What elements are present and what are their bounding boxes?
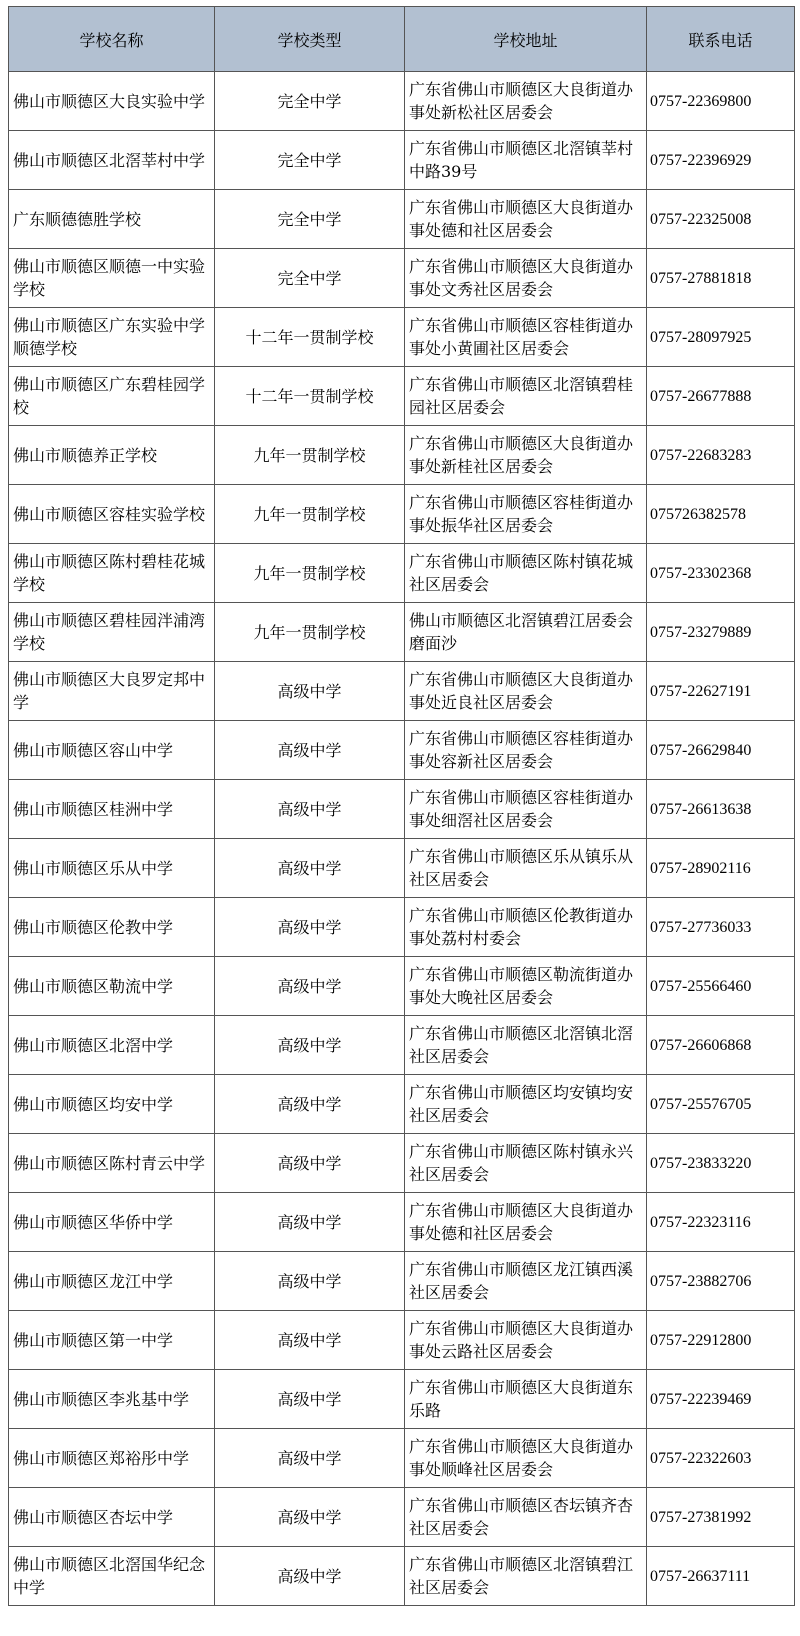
- school-address-cell: 广东省佛山市顺德区北滘镇碧江社区居委会: [405, 1547, 647, 1606]
- school-name-cell: 佛山市顺德区华侨中学: [9, 1193, 215, 1252]
- phone-cell: 0757-26629840: [647, 721, 795, 780]
- school-type-cell: 高级中学: [215, 1370, 405, 1429]
- phone-cell: 0757-26677888: [647, 367, 795, 426]
- table-row: [9, 131, 795, 190]
- phone-cell: 0757-23833220: [647, 1134, 795, 1193]
- phone-cell: 0757-22369800: [647, 72, 795, 131]
- school-name-cell: 佛山市顺德区北滘莘村中学: [9, 131, 215, 190]
- school-address-cell: 广东省佛山市顺德区北滘镇莘村中路39号: [405, 131, 647, 190]
- school-name-cell: 佛山市顺德区陈村碧桂花城学校: [9, 544, 215, 603]
- phone-cell: 0757-22627191: [647, 662, 795, 721]
- school-address-cell: 广东省佛山市顺德区大良街道办事处德和社区居委会: [405, 190, 647, 249]
- phone-cell: 0757-22239469: [647, 1370, 795, 1429]
- school-address-cell: 广东省佛山市顺德区大良街道东乐路: [405, 1370, 647, 1429]
- school-type-cell: 完全中学: [215, 249, 405, 308]
- table-row: [9, 1370, 795, 1429]
- table-row: [9, 603, 795, 662]
- table-row: [9, 367, 795, 426]
- school-name-cell: 佛山市顺德区第一中学: [9, 1311, 215, 1370]
- school-type-cell: 十二年一贯制学校: [215, 308, 405, 367]
- phone-cell: 0757-27381992: [647, 1488, 795, 1547]
- phone-cell: 0757-22683283: [647, 426, 795, 485]
- school-name-cell: 广东顺德德胜学校: [9, 190, 215, 249]
- table-row: [9, 1016, 795, 1075]
- school-table: [8, 6, 795, 1606]
- phone-cell: 0757-28097925: [647, 308, 795, 367]
- table-row: [9, 662, 795, 721]
- school-name-cell: 佛山市顺德区广东实验中学顺德学校: [9, 308, 215, 367]
- school-type-cell: 高级中学: [215, 721, 405, 780]
- table-row: [9, 780, 795, 839]
- school-name-cell: 佛山市顺德区北滘国华纪念中学: [9, 1547, 215, 1606]
- school-address-cell: 广东省佛山市顺德区大良街道办事处新桂社区居委会: [405, 426, 647, 485]
- table-row: [9, 898, 795, 957]
- phone-cell: 0757-26606868: [647, 1016, 795, 1075]
- school-name-cell: 佛山市顺德区郑裕彤中学: [9, 1429, 215, 1488]
- school-address-cell: 广东省佛山市顺德区北滘镇北滘社区居委会: [405, 1016, 647, 1075]
- school-address-cell: 广东省佛山市顺德区大良街道办事处新松社区居委会: [405, 72, 647, 131]
- school-address-cell: 广东省佛山市顺德区大良街道办事处顺峰社区居委会: [405, 1429, 647, 1488]
- school-type-cell: 高级中学: [215, 662, 405, 721]
- school-name-cell: 佛山市顺德区广东碧桂园学校: [9, 367, 215, 426]
- table-row: [9, 249, 795, 308]
- school-type-cell: 九年一贯制学校: [215, 603, 405, 662]
- school-name-cell: 佛山市顺德区乐从中学: [9, 839, 215, 898]
- header-row: [9, 7, 795, 72]
- phone-cell: 0757-26637111: [647, 1547, 795, 1606]
- phone-cell: 075726382578: [647, 485, 795, 544]
- school-address-cell: 佛山市顺德区北滘镇碧江居委会磨面沙: [405, 603, 647, 662]
- school-name-cell: 佛山市顺德区陈村青云中学: [9, 1134, 215, 1193]
- phone-cell: 0757-22323116: [647, 1193, 795, 1252]
- phone-cell: 0757-23279889: [647, 603, 795, 662]
- school-type-cell: 九年一贯制学校: [215, 426, 405, 485]
- school-type-cell: 高级中学: [215, 1547, 405, 1606]
- header-school-name: 学校名称: [9, 7, 215, 72]
- school-address-cell: 广东省佛山市顺德区大良街道办事处德和社区居委会: [405, 1193, 647, 1252]
- school-type-cell: 高级中学: [215, 898, 405, 957]
- phone-cell: 0757-22912800: [647, 1311, 795, 1370]
- table-row: [9, 1252, 795, 1311]
- school-name-cell: 佛山市顺德区大良罗定邦中学: [9, 662, 215, 721]
- school-address-cell: 广东省佛山市顺德区容桂街道办事处小黄圃社区居委会: [405, 308, 647, 367]
- phone-cell: 0757-22322603: [647, 1429, 795, 1488]
- school-name-cell: 佛山市顺德区碧桂园泮浦湾学校: [9, 603, 215, 662]
- header-school-address: 学校地址: [405, 7, 647, 72]
- school-type-cell: 高级中学: [215, 957, 405, 1016]
- table-row: [9, 485, 795, 544]
- school-name-cell: 佛山市顺德区北滘中学: [9, 1016, 215, 1075]
- school-address-cell: 广东省佛山市顺德区伦教街道办事处荔村村委会: [405, 898, 647, 957]
- phone-cell: 0757-27736033: [647, 898, 795, 957]
- school-name-cell: 佛山市顺德养正学校: [9, 426, 215, 485]
- table-row: [9, 544, 795, 603]
- phone-cell: 0757-25576705: [647, 1075, 795, 1134]
- table-row: [9, 1429, 795, 1488]
- school-address-cell: 广东省佛山市顺德区陈村镇花城社区居委会: [405, 544, 647, 603]
- school-name-cell: 佛山市顺德区勒流中学: [9, 957, 215, 1016]
- table-row: [9, 72, 795, 131]
- table-row: [9, 1488, 795, 1547]
- school-name-cell: 佛山市顺德区伦教中学: [9, 898, 215, 957]
- school-type-cell: 高级中学: [215, 1134, 405, 1193]
- phone-cell: 0757-27881818: [647, 249, 795, 308]
- school-address-cell: 广东省佛山市顺德区大良街道办事处云路社区居委会: [405, 1311, 647, 1370]
- school-type-cell: 十二年一贯制学校: [215, 367, 405, 426]
- school-type-cell: 完全中学: [215, 72, 405, 131]
- school-name-cell: 佛山市顺德区大良实验中学: [9, 72, 215, 131]
- school-address-cell: 广东省佛山市顺德区大良街道办事处近良社区居委会: [405, 662, 647, 721]
- school-address-cell: 广东省佛山市顺德区容桂街道办事处容新社区居委会: [405, 721, 647, 780]
- school-type-cell: 高级中学: [215, 1488, 405, 1547]
- school-name-cell: 佛山市顺德区均安中学: [9, 1075, 215, 1134]
- phone-cell: 0757-22396929: [647, 131, 795, 190]
- school-name-cell: 佛山市顺德区李兆基中学: [9, 1370, 215, 1429]
- school-address-cell: 广东省佛山市顺德区龙江镇西溪社区居委会: [405, 1252, 647, 1311]
- school-address-cell: 广东省佛山市顺德区乐从镇乐从社区居委会: [405, 839, 647, 898]
- school-type-cell: 高级中学: [215, 780, 405, 839]
- table-row: [9, 1134, 795, 1193]
- table-row: [9, 1311, 795, 1370]
- table-row: [9, 426, 795, 485]
- table-row: [9, 1193, 795, 1252]
- school-type-cell: 高级中学: [215, 1016, 405, 1075]
- school-name-cell: 佛山市顺德区容山中学: [9, 721, 215, 780]
- school-name-cell: 佛山市顺德区杏坛中学: [9, 1488, 215, 1547]
- school-address-cell: 广东省佛山市顺德区北滘镇碧桂园社区居委会: [405, 367, 647, 426]
- table-row: [9, 308, 795, 367]
- school-type-cell: 高级中学: [215, 1252, 405, 1311]
- phone-cell: 0757-28902116: [647, 839, 795, 898]
- school-address-cell: 广东省佛山市顺德区大良街道办事处文秀社区居委会: [405, 249, 647, 308]
- table-row: [9, 721, 795, 780]
- table-row: [9, 1075, 795, 1134]
- school-address-cell: 广东省佛山市顺德区均安镇均安社区居委会: [405, 1075, 647, 1134]
- school-name-cell: 佛山市顺德区容桂实验学校: [9, 485, 215, 544]
- school-type-cell: 完全中学: [215, 190, 405, 249]
- school-type-cell: 高级中学: [215, 1429, 405, 1488]
- school-name-cell: 佛山市顺德区桂洲中学: [9, 780, 215, 839]
- school-address-cell: 广东省佛山市顺德区勒流街道办事处大晚社区居委会: [405, 957, 647, 1016]
- school-type-cell: 高级中学: [215, 839, 405, 898]
- school-type-cell: 高级中学: [215, 1311, 405, 1370]
- table-row: [9, 957, 795, 1016]
- phone-cell: 0757-25566460: [647, 957, 795, 1016]
- school-type-cell: 高级中学: [215, 1193, 405, 1252]
- phone-cell: 0757-23882706: [647, 1252, 795, 1311]
- school-type-cell: 九年一贯制学校: [215, 485, 405, 544]
- school-address-cell: 广东省佛山市顺德区杏坛镇齐杏社区居委会: [405, 1488, 647, 1547]
- phone-cell: 0757-26613638: [647, 780, 795, 839]
- table-row: [9, 190, 795, 249]
- school-address-cell: 广东省佛山市顺德区陈村镇永兴社区居委会: [405, 1134, 647, 1193]
- school-address-cell: 广东省佛山市顺德区容桂街道办事处细滘社区居委会: [405, 780, 647, 839]
- header-phone: 联系电话: [647, 7, 795, 72]
- school-type-cell: 完全中学: [215, 131, 405, 190]
- school-name-cell: 佛山市顺德区龙江中学: [9, 1252, 215, 1311]
- table-row: [9, 1547, 795, 1606]
- school-name-cell: 佛山市顺德区顺德一中实验学校: [9, 249, 215, 308]
- table-row: [9, 839, 795, 898]
- school-address-cell: 广东省佛山市顺德区容桂街道办事处振华社区居委会: [405, 485, 647, 544]
- phone-cell: 0757-22325008: [647, 190, 795, 249]
- school-type-cell: 九年一贯制学校: [215, 544, 405, 603]
- phone-cell: 0757-23302368: [647, 544, 795, 603]
- school-type-cell: 高级中学: [215, 1075, 405, 1134]
- header-school-type: 学校类型: [215, 7, 405, 72]
